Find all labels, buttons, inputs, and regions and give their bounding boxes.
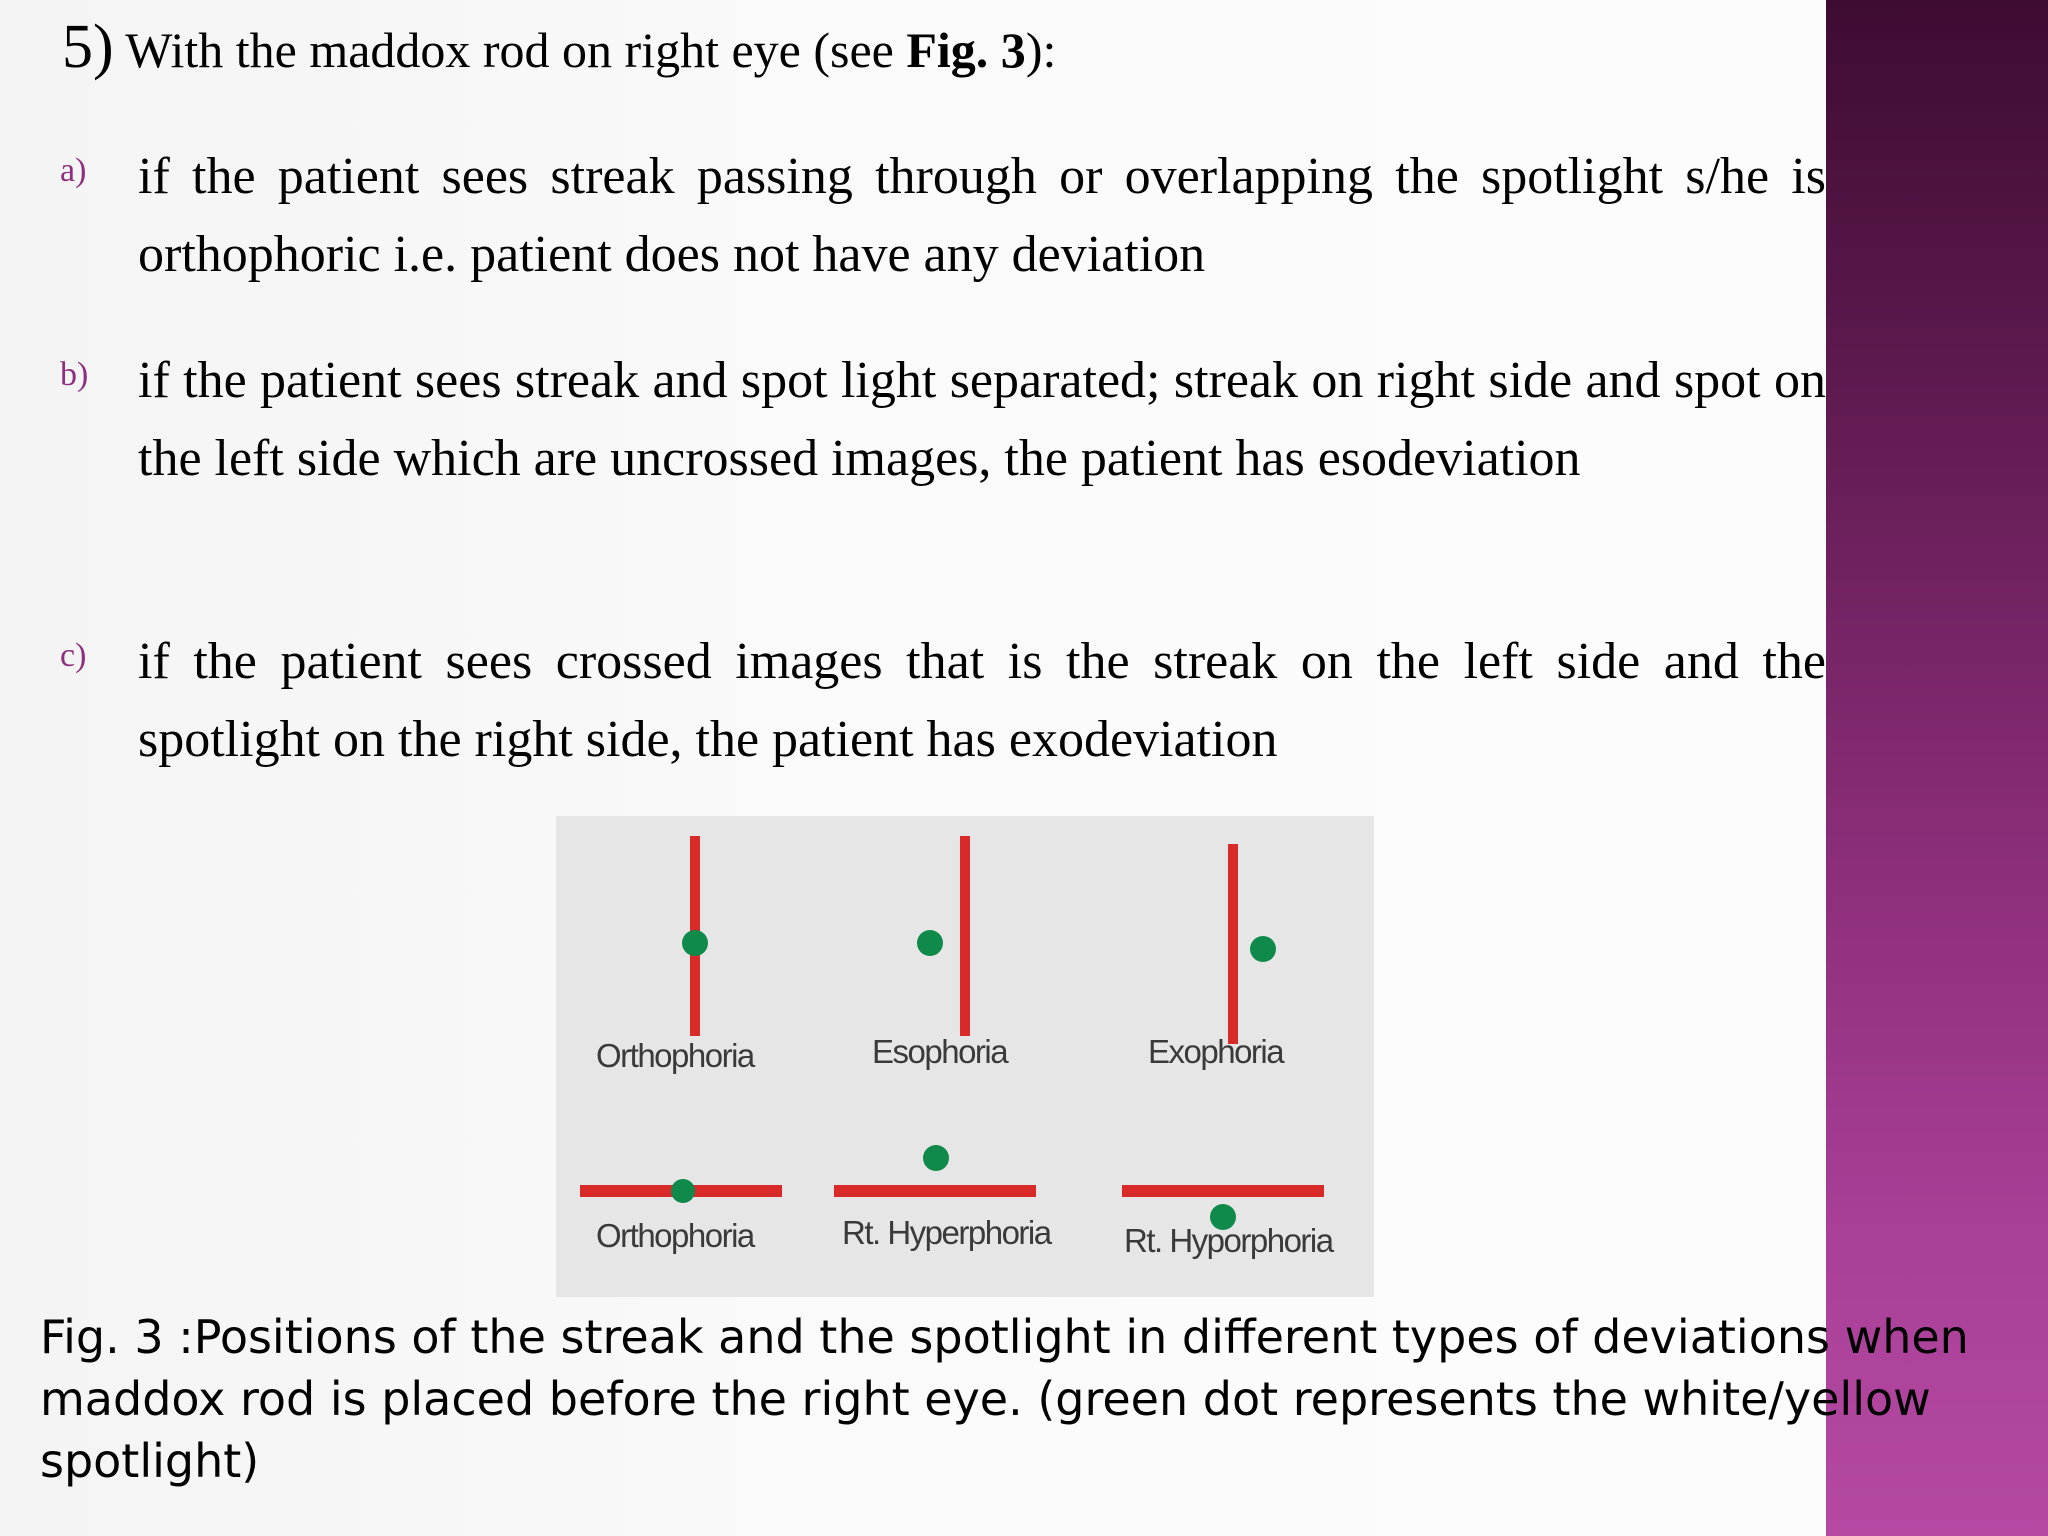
list-marker: a) bbox=[60, 152, 87, 189]
esophoria-spot bbox=[917, 930, 943, 956]
label-exophoria: Exophoria bbox=[1148, 1033, 1284, 1070]
slide-heading bbox=[62, 10, 1056, 84]
heading-text: With the maddox rod on right eye (see bbox=[125, 22, 907, 78]
esophoria-streak bbox=[960, 836, 970, 1036]
figure-caption: Fig. 3 :Positions of the streak and the spotlight in different types of deviations when maddox rod is placed before the right eye. (green dot represents the white/yellow spotlight) bbox=[40, 1310, 1969, 1488]
list-item bbox=[60, 342, 1826, 498]
hypophoria-streak bbox=[1122, 1185, 1324, 1197]
heading-number: 5) bbox=[62, 13, 114, 81]
orthophoria-horizontal-spot bbox=[671, 1179, 695, 1203]
list-item-text: if the patient sees crossed images that is the streak on the left side and the spotlight on the right side, the patient has exodeviation bbox=[138, 633, 1826, 768]
list-marker: c) bbox=[60, 637, 87, 674]
orthophoria-spot bbox=[682, 930, 708, 956]
label-orthophoria-bottom: Orthophoria bbox=[596, 1217, 754, 1254]
exophoria-spot bbox=[1250, 936, 1276, 962]
list-item-text: if the patient sees streak passing through or overlapping the spotlight s/he is orthophoric i.e. patient does not have any deviation bbox=[138, 148, 1826, 283]
heading-figure-ref: Fig. 3 bbox=[906, 22, 1026, 78]
maddox-rod-figure bbox=[556, 816, 1374, 1297]
hyperphoria-streak bbox=[834, 1185, 1036, 1197]
list-item-text: if the patient sees streak and spot light separated; streak on right side and spot on the left side which are uncrossed images, the patient has esodeviation bbox=[138, 352, 1826, 487]
label-rt-hyperphoria: Rt. Hyperphoria bbox=[842, 1214, 1051, 1251]
label-orthophoria-top: Orthophoria bbox=[596, 1037, 754, 1074]
heading-text-end: ): bbox=[1025, 22, 1057, 78]
figure-diagram bbox=[556, 816, 1374, 1297]
label-esophoria: Esophoria bbox=[872, 1033, 1008, 1070]
label-rt-hypophoria: Rt. Hyporphoria bbox=[1124, 1222, 1333, 1259]
exophoria-streak bbox=[1228, 844, 1238, 1044]
list-item bbox=[60, 138, 1826, 294]
hyperphoria-spot bbox=[923, 1145, 949, 1171]
list-marker: b) bbox=[60, 356, 89, 393]
list-item bbox=[60, 623, 1826, 779]
